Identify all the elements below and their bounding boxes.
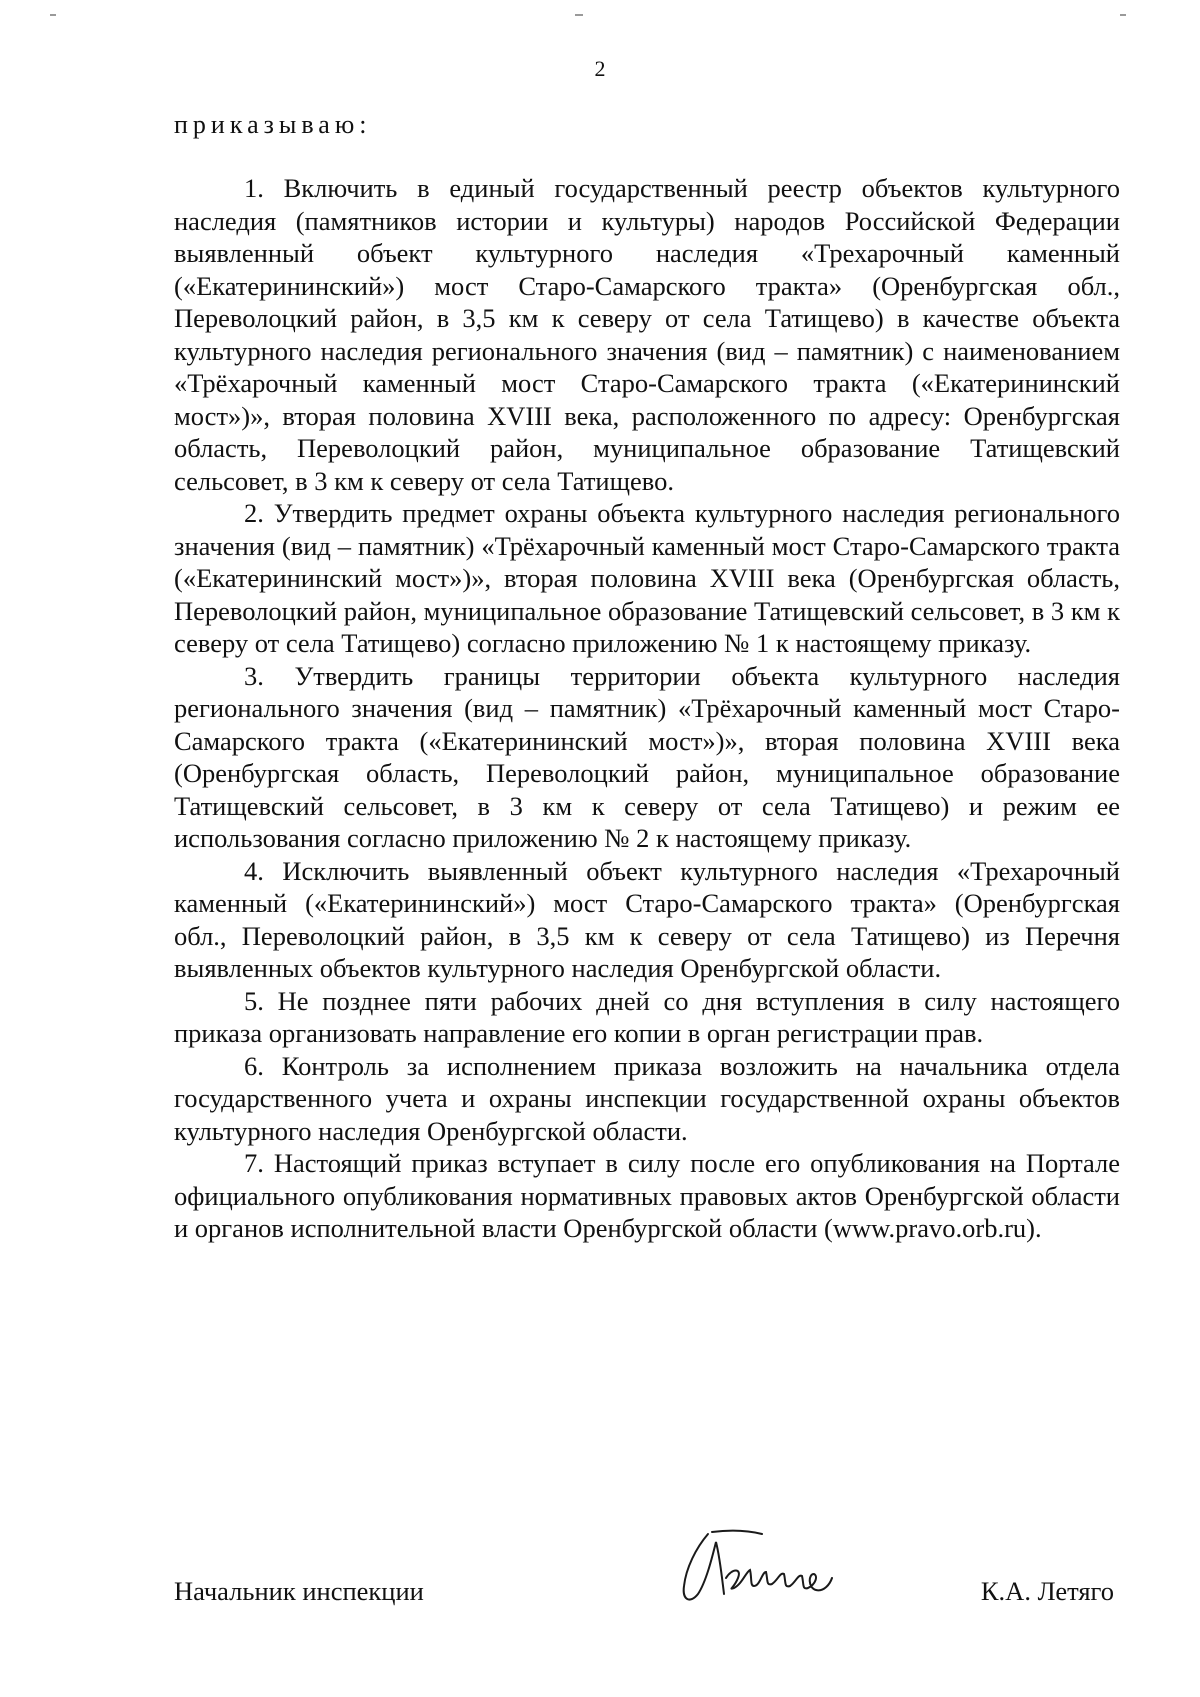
clause-7: 7. Настоящий приказ вступает в силу после его опубликования на Портале официального опубликования нормативных правовых актов Оренбургской области и органов исполнительной власти Оренбургской области (www.pravo.orb.ru). bbox=[174, 1148, 1120, 1243]
clause-5: 5. Не позднее пяти рабочих дней со дня вступления в силу настоящего приказа организовать направление его копии в орган регистрации прав. bbox=[174, 985, 1120, 1048]
clause-3: 3. Утвердить границы территории объекта культурного наследия регионального значения (вид – памятник) «Трёхарочный каменный мост Старо-Самарского тракта («Екатерининский мост»)», вторая половина XVIII века (Оренбургская область, Переволоцкий район, муниципальное образование Татищевский сельсовет, в 3 км к северу от села Татищево) и режим ее использования согласно приложению № 2 к настоящему приказу. bbox=[174, 660, 1120, 853]
clause-1: 1. Включить в единый государственный реестр объектов культурного наследия (памятников истории и культуры) народов Российской Федерации выявленный объект культурного наследия «Трехарочный каменный («Екатерининский») мост Старо-Самарского тракта» (Оренбургская обл., Переволоцкий район, в 3,5 км к северу от села Татищево) в качестве объекта культурного наследия регионального значения (вид – памятник) с наименованием «Трёхарочный каменный мост Старо-Самарского тракта («Екатерининский мост»)», вторая половина XVIII века, расположенного по адресу: Оренбургская область, Переволоцкий район, муниципальное образование Татищевский сельсовет, в 3 км к северу от села Татищево. bbox=[174, 173, 1120, 496]
signatory-name: К.А. Летяго bbox=[980, 1576, 1114, 1606]
clause-4: 4. Исключить выявленный объект культурного наследия «Трехарочный каменный («Екатерининский») мост Старо-Самарского тракта» (Оренбургская обл., Переволоцкий район, в 3,5 км к северу от села Татищево) из Перечня выявленных объектов культурного наследия Оренбургской области. bbox=[174, 855, 1120, 983]
handwritten-signature bbox=[676, 1528, 846, 1614]
clause-6: 6. Контроль за исполнением приказа возложить на начальника отдела государственного учета и охраны инспекции государственной охраны объектов культурного наследия Оренбургской области. bbox=[174, 1050, 1120, 1146]
scan-mark bbox=[50, 14, 56, 16]
clause-2: 2. Утвердить предмет охраны объекта культурного наследия регионального значения (вид – памятник) «Трёхарочный каменный мост Старо-Самарского тракта («Екатерининский мост»)», вторая половина XVIII века (Оренбургская область, Переволоцкий район, муниципальное образование Татищевский сельсовет, в 3 км к северу от села Татищево) согласно приложению № 1 к настоящему приказу. bbox=[174, 498, 1120, 658]
scan-mark bbox=[575, 14, 583, 16]
document-body bbox=[174, 172, 1120, 1245]
order-word: приказываю: bbox=[174, 110, 372, 139]
scan-mark bbox=[1120, 14, 1126, 16]
signatory-title: Начальник инспекции bbox=[174, 1576, 424, 1606]
page-number: 2 bbox=[594, 56, 606, 81]
